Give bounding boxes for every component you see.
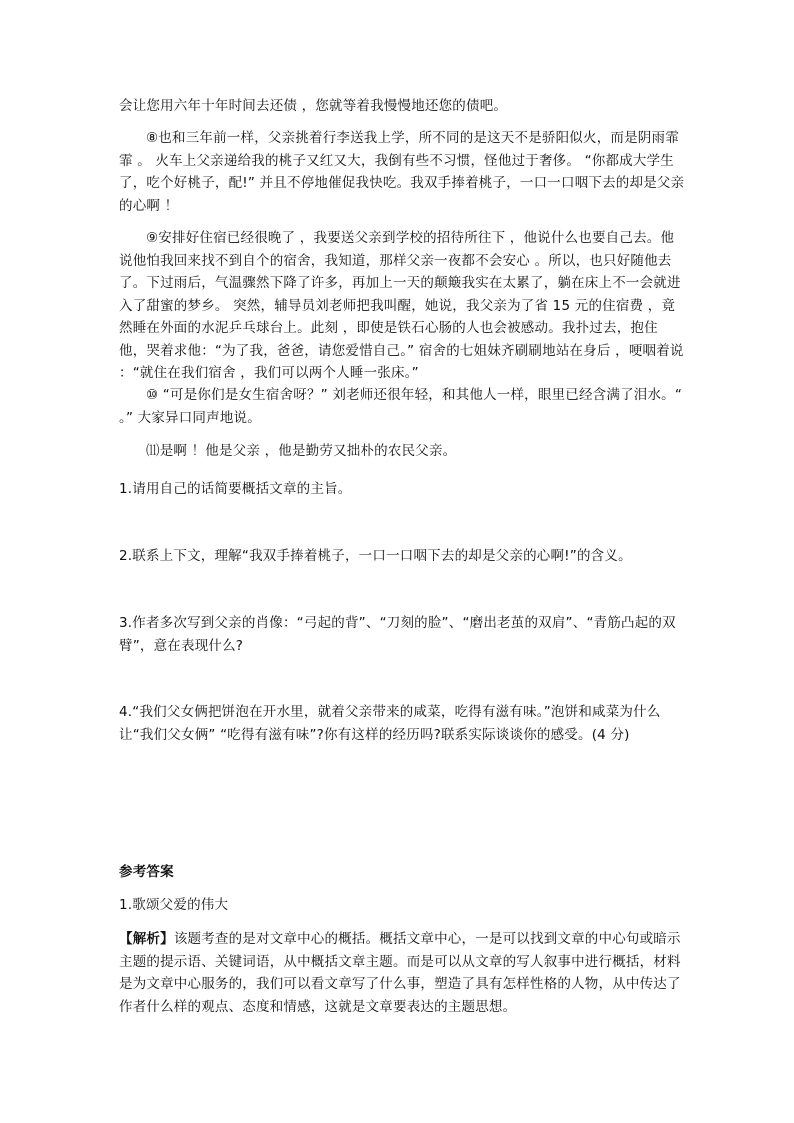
answers-heading: 参考答案	[119, 864, 174, 880]
answer-1-analysis	[119, 928, 685, 1018]
paragraph-10: ⑩ “可是你们是女生宿舍呀？” 刘老师还很年轻，和其他人一样，眼里已经含满了泪水。“ 。” 大家异口同声地说。	[119, 387, 683, 426]
paragraph-9: ⑨安排好住宿已经很晚了 ，我要送父亲到学校的招待所往下 ，他说什么也要自己去。他说他怕我回来找不到自个的宿舍，我知道，那样父亲一夜都不会安心 。所以，也只好随他去了。下过雨后，气温骤然下降了许多，再加上一天的颠簸我实在太累了，躺在床上不一会就进入了甜蜜的梦乡。 突然，辅导员刘老师把我叫醒，她说，我父亲为了省 15 元的住宿费 ，竟然睡在外面的水泥乒乓球台上。此刻 ，即使是铁石心肠的人也会被感动。我扑过去，抱住他，哭着求他：“为了我，爸爸，请您爱惜自己。” 宿舍的七姐妹齐刷刷地站在身后 ，哽咽着说 ：“就住在我们宿舍 ，我们可以两个人睡一张床。”	[119, 230, 684, 381]
answer-1: 1.歌颂父爱的伟大	[119, 897, 229, 913]
question-4: 4.“我们父女俩把饼泡在开水里，就着父亲带来的咸菜，吃得有滋有味。”泡饼和咸菜为什么让“我们父女俩” “吃得有滋有味”?你有这样的经历吗?联系实际谈谈你的感受。(4 分)	[119, 704, 661, 743]
paragraph-8: ⑧也和三年前一样，父亲挑着行李送我上学，所不同的是这天不是骄阳似火，而是阴雨霏霏 。 火车上父亲递给我的桃子又红又大，我倒有些不习惯，怪他过于奢侈。 “你都成大学生了，吃个好桃子，配!” 并且不停地催促我快吃。我双手捧着桃子，一口一口咽下去的却是父亲的心啊 ！	[119, 130, 685, 214]
paragraph-continued: 会让您用六年十年时间去还债 ，您就等着我慢慢地还您的债吧。	[119, 98, 508, 114]
paragraph-11: ⑾是啊 ！他是父亲 ，他是勤劳又拙朴的农民父亲。	[146, 443, 457, 459]
analysis-text: 该题考查的是对文章中心的概括。概括文章中心，一是可以找到文章的中心句或暗示主题的提示语、关键词语，从中概括文章主题。而是可以从文章的写人叙事中进行概括，材料是为文章中心服务的，我们可以看文章写了什么事，塑造了具有怎样性格的人物，从中传达了作者什么样的观点、态度和情感，这就是文章要表达的主题思想。	[119, 931, 681, 1015]
question-1: 1.请用自己的话简要概括文章的主旨。	[119, 481, 352, 497]
analysis-label: 【解析】	[119, 931, 174, 947]
question-2: 2.联系上下文，理解“我双手捧着桃子，一口一口咽下去的却是父亲的心啊!”的含义。	[119, 548, 632, 564]
question-3: 3.作者多次写到父亲的肖像：“弓起的背”、“刀刻的脸”、“磨出老茧的双肩”、“青筋凸起的双臂”，意在表现什么?	[119, 615, 676, 654]
